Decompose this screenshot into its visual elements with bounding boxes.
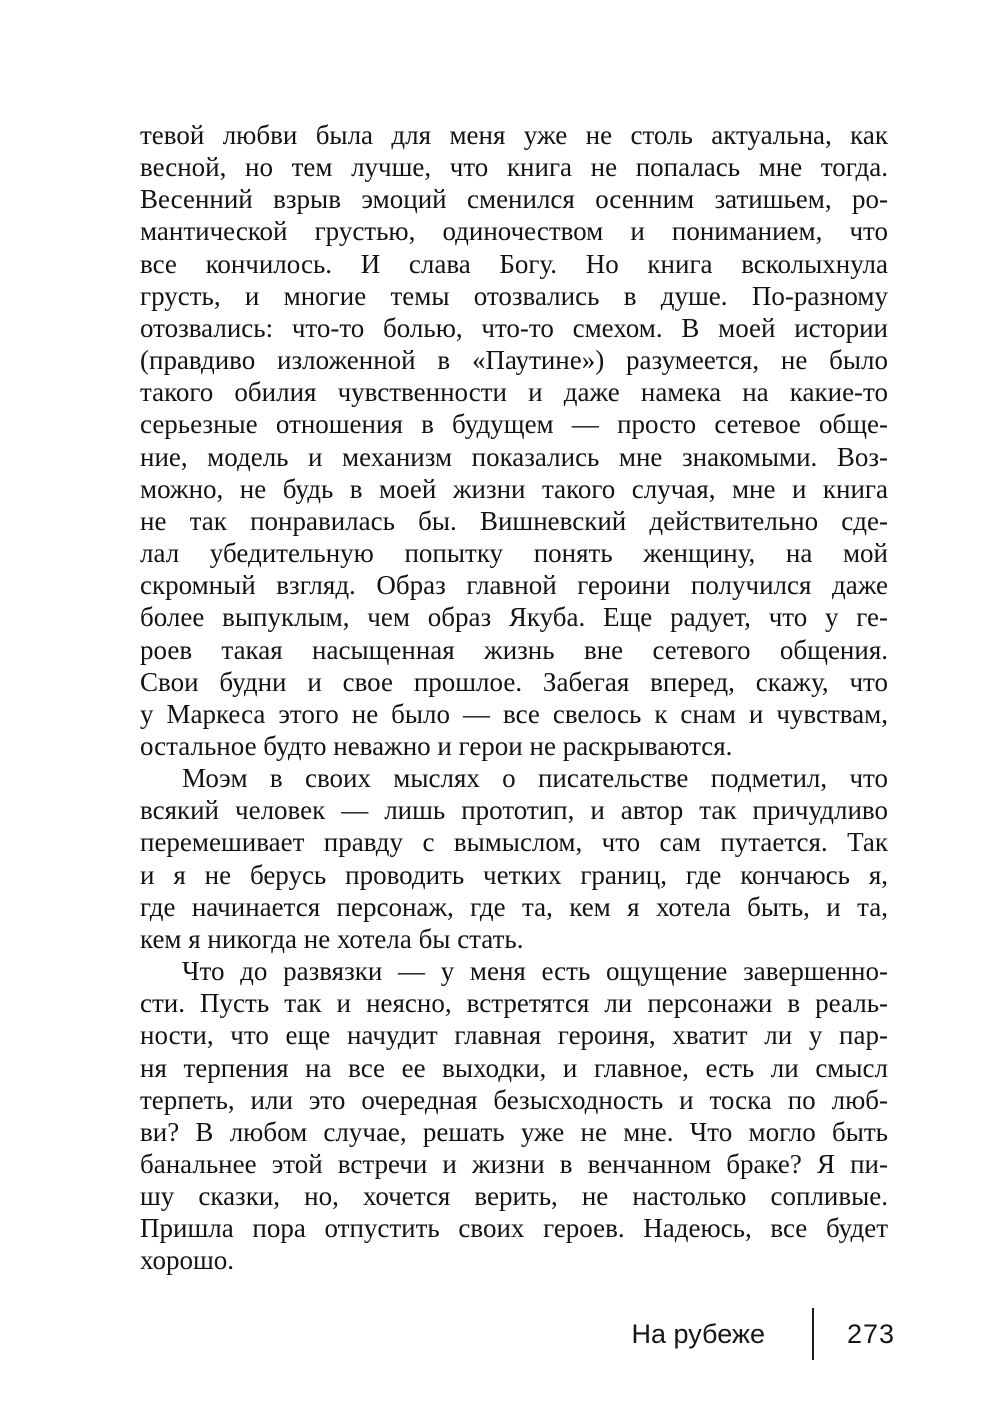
text-line: банальнее этой встречи и жизни в венчанном браке? Я пи- [140,1149,888,1179]
text-line: хорошо. [140,1245,235,1276]
text-line: где начинается персонаж, где та, кем я хотела быть, и та, [140,891,888,922]
text-line: более выпуклым, чем образ Якуба. Еще радует, что у ге- [140,602,888,633]
text-line: Весенний взрыв эмоций сменился осенним затишьем, ро- [140,184,888,215]
body-text [140,119,888,1277]
text-line: шу сказки, но, хочется верить, не настолько сопливые. [140,1181,888,1212]
text-line: ние, модель и механизм показались мне знакомыми. Воз- [140,441,888,472]
text-line: сти. Пусть так и неясно, встретятся ли персонажи в реаль- [140,988,888,1019]
text-line: (правдиво изложенной в «Паутине») разумеется, не было [140,345,888,376]
text-line: лал убедительную попытку понять женщину, на мой [140,538,888,569]
text-line: тевой любви была для меня уже не столь актуальна, как [140,120,888,150]
text-line: серьезные отношения в будущем — просто сетевое обще- [140,409,888,440]
footer-divider-line [812,1308,814,1360]
text-line: и я не берусь проводить четких границ, где кончаюсь я, [140,859,888,890]
text-line: терпеть, или это очередная безысходность и тоска по люб- [140,1084,888,1115]
text-line: Свои будни и свое прошлое. Забегая вперед, скажу, что [140,666,888,697]
text-line: Пришла пора отпустить своих героев. Надеюсь, все будет [140,1213,888,1244]
text-line: роев такая насыщенная жизнь вне сетевого общения. [140,634,888,665]
text-line: ня терпения на все ее выходки, и главное, есть ли смысл [140,1052,888,1083]
text-line: скромный взгляд. Образ главной героини получился даже [140,570,888,601]
text-line: перемешивает правду с вымыслом, что сам путается. Так [140,827,888,858]
text-line: весной, но тем лучше, что книга не попалась мне тогда. [140,152,888,183]
text-line: все кончилось. И слава Богу. Но книга всколыхнула [140,248,888,279]
text-line: ви? В любом случае, решать уже не мне. Что могло быть [140,1116,888,1147]
text-line: Моэм в своих мыслях о писательстве подметил, что [182,763,888,794]
text-line: грусть, и многие темы отозвались в душе. По-разному [140,280,888,311]
text-line: можно, не будь в моей жизни такого случая, мне и книга [140,473,888,504]
text-line: остальное будто неважно и герои не раскрываются. [140,730,733,761]
text-line: всякий человек — лишь прототип, и автор так причудливо [140,795,888,826]
text-line: не так понравилась бы. Вишневский действительно сде- [140,505,888,536]
text-line: отозвались: что-то болью, что-то смехом. В моей истории [140,312,888,343]
text-line: Что до развязки — у меня есть ощущение завершенно- [182,956,888,987]
text-line: мантической грустью, одиночеством и пониманием, что [140,216,888,247]
text-line: ности, что еще начудит главная героиня, хватит ли у пар- [140,1020,888,1051]
text-line: у Маркеса этого не было — все свелось к снам и чувствам, [140,698,888,729]
running-title: На рубеже [631,1319,765,1349]
page-number: 273 [847,1319,896,1349]
text-line: кем я никогда не хотела бы стать. [140,923,524,954]
text-line: такого обилия чувственности и даже намека на какие-то [140,377,888,408]
